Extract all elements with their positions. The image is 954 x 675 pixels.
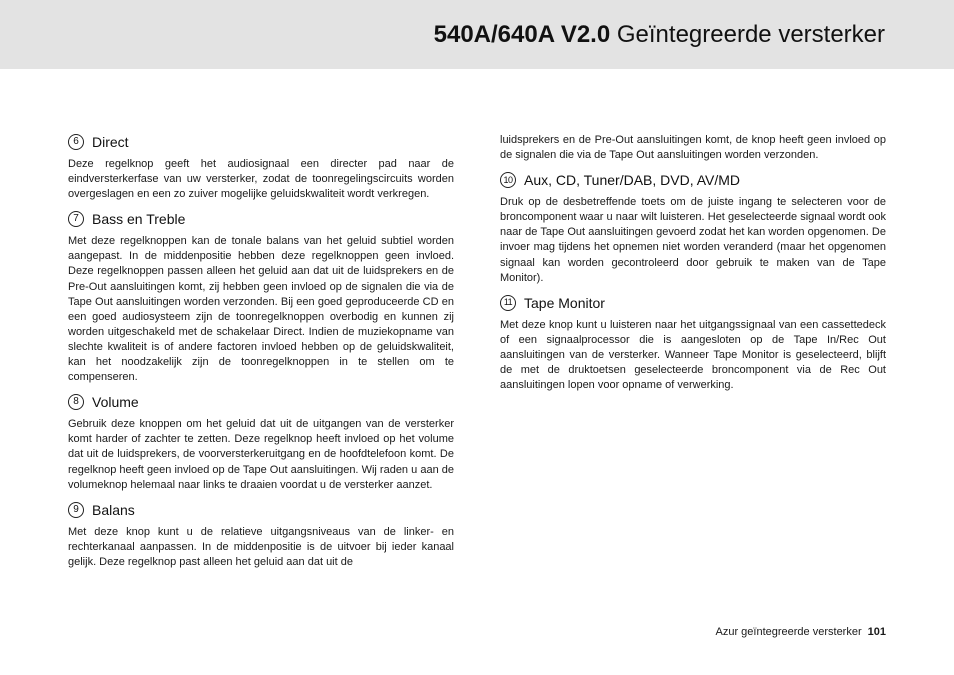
section-body: Met deze regelknoppen kan de tonale balans van het geluid subtiel worden aangepast. In de middenpositie hebben deze regelknoppen geen invloed. Deze regelknoppen passen alleen het geluid aan dat uit de luidsprekers en de Pre-Out aansluitingen komt, zij hebben geen invloed op de signalen die via de Tape Out aansluitingen worden verzonden. Bij een goed geproduceerde CD en een goed audiosysteem zijn de toonregelknoppen overbodig en kunnen zij worden uitgeschakeld met de schakelaar Direct. Indien de muziekopname van slechte kwaliteit is of andere factoren invloed hebben op de geluidskwaliteit, kan het noodzakelijk zijn de toonregelknoppen in te stellen om te compenseren. bbox=[68, 235, 454, 384]
circled-number-7: 7 bbox=[68, 211, 84, 227]
circled-number-6: 6 bbox=[68, 134, 84, 150]
section-balans bbox=[68, 501, 454, 570]
section-heading bbox=[68, 133, 454, 151]
section-body: Met deze knop kunt u de relatieve uitgangsniveaus van de linker- en rechterkanaal aanpassen. In de middenpositie is de uitvoer bij ieder kanaal gelijk. Deze regelknop past alleen het geluid aan dat uit de bbox=[68, 525, 454, 568]
section-title: Bass en Treble bbox=[92, 211, 186, 228]
continued-text: luidsprekers en de Pre-Out aansluitingen komt, de knop heeft geen invloed op de signalen die via de Tape Out aansluitingen worden verzonden. bbox=[500, 134, 886, 162]
section-body: Deze regelknop geeft het audiosignaal een directer pad naar de eindversterkerfase van uw versterker, zodat de toonregelingscircuits worden overgeslagen en een zo zuiver mogelijke geluidskwaliteit wordt verkregen. bbox=[68, 158, 454, 201]
section-title: Balans bbox=[92, 501, 135, 518]
section-heading bbox=[500, 171, 886, 189]
model-name: 540A/640A V2.0 bbox=[433, 21, 611, 48]
page-number: 101 bbox=[867, 626, 886, 638]
section-title: Tape Monitor bbox=[524, 294, 605, 311]
section-tape-monitor bbox=[500, 294, 886, 393]
section-body: Met deze knop kunt u luisteren naar het uitgangssignaal van een cassettedeck of een signaalprocessor die is aangesloten op de Tape In/Rec Out aansluitingen van de versterker. Wanneer Tape Monitor is geselecteerd, blijft de met de druktoetsen geselecteerde broncomponent via de Rec Out aansluitingen lopen voor opname of verwerking. bbox=[500, 318, 886, 392]
section-heading bbox=[68, 393, 454, 411]
page-title bbox=[434, 20, 885, 50]
circled-number-9: 9 bbox=[68, 502, 84, 518]
right-column bbox=[500, 133, 886, 401]
section-heading bbox=[500, 294, 886, 312]
circled-number-11: 11 bbox=[500, 295, 516, 311]
section-title: Aux, CD, Tuner/DAB, DVD, AV/MD bbox=[524, 172, 741, 189]
section-bass-treble bbox=[68, 210, 454, 385]
page-header bbox=[0, 0, 954, 69]
section-title: Direct bbox=[92, 134, 129, 150]
section-direct bbox=[68, 133, 454, 202]
section-input-select bbox=[500, 171, 886, 286]
section-title: Volume bbox=[92, 394, 139, 411]
left-column bbox=[68, 133, 454, 578]
section-body: Druk op de desbetreffende toets om de juiste ingang te selecteren voor de broncomponent waar u naar wilt luisteren. Het geselecteerde signaal wordt ook naar de Tape Out aansluitingen gevoerd zodat het kan worden opgenomen. De invoer mag tijdens het opnemen niet worden veranderd (maar het opgenomen signaal kan worden gecontroleerd door gebruik te maken van de Tape Monitor). bbox=[500, 196, 886, 284]
page-footer bbox=[716, 625, 887, 639]
section-heading bbox=[68, 501, 454, 519]
circled-number-10: 10 bbox=[500, 172, 516, 188]
circled-number-8: 8 bbox=[68, 394, 84, 410]
section-volume bbox=[68, 393, 454, 492]
footer-label: Azur geïntegreerde versterker bbox=[715, 626, 862, 638]
product-subtitle: Geïntegreerde versterker bbox=[616, 21, 885, 48]
section-heading bbox=[68, 210, 454, 228]
section-body: Gebruik deze knoppen om het geluid dat uit de uitgangen van de versterker komt harder of zachter te zetten. Deze regelknop heeft invloed op het volume dat uit de luidsprekers, de voorversterkeruitgang en de hoofdtelefoon komt. De regelknop heeft geen invloed op de Tape Out aansluitingen. Wij raden u aan de volumeknop helemaal naar links te draaien voordat u de versterker aanzet. bbox=[68, 418, 454, 491]
